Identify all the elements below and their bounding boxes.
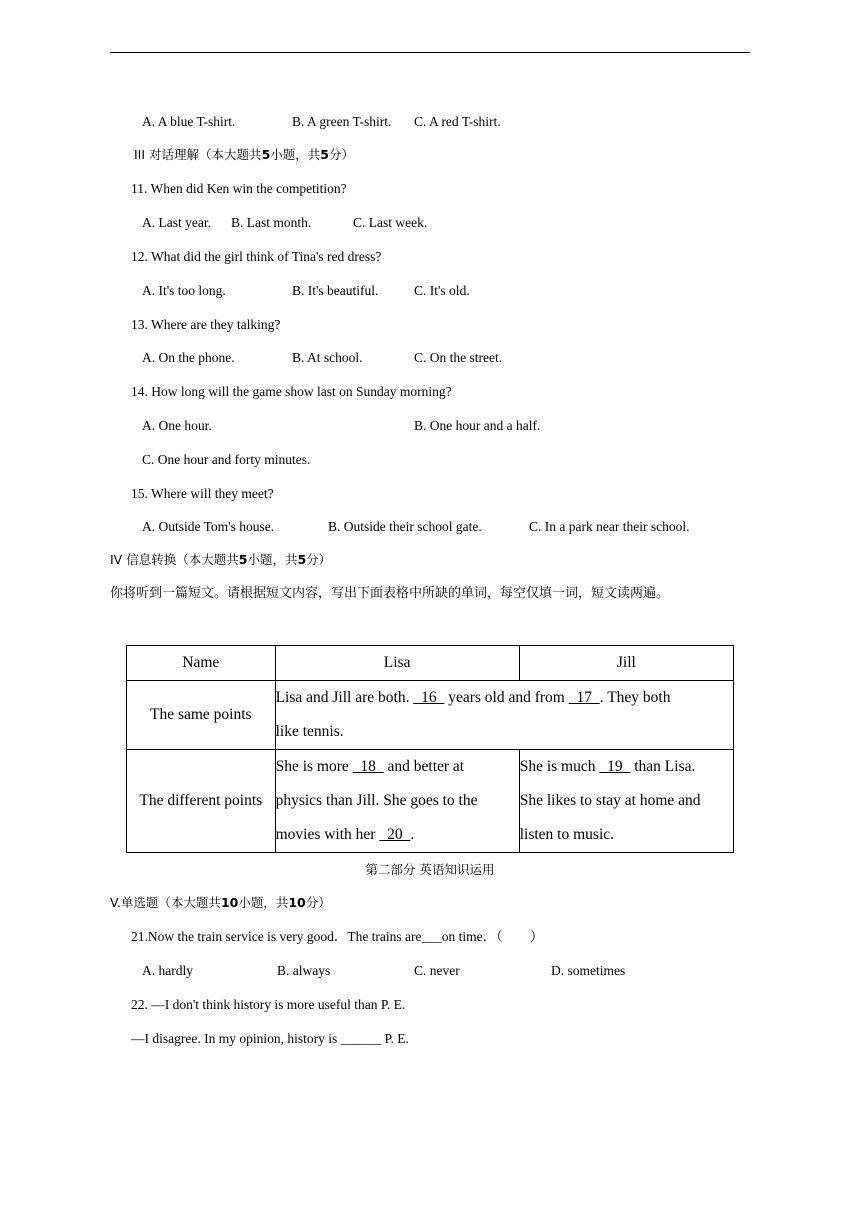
q21-option-c: C. never: [414, 963, 460, 978]
header-jill: Jill: [519, 646, 733, 681]
table-header-row: [127, 646, 734, 681]
q21-option-d: D. sometimes: [551, 963, 626, 978]
q22-line-2: —I disagree. In my opinion, history is ______ P. E.: [131, 1031, 409, 1046]
table-row-same: [127, 681, 734, 750]
lisa-cell: She is more 18 and better at physics than Jill. She goes to the movies with her 20 .: [275, 750, 519, 853]
blank-18[interactable]: 18: [360, 758, 376, 775]
blank-16[interactable]: 16: [421, 689, 437, 706]
q11-option-a: A. Last year.: [142, 215, 211, 230]
q10-option-b: B. A green T-shirt.: [292, 114, 392, 129]
blank-17[interactable]: 17: [576, 689, 592, 706]
q13-option-b: B. At school.: [292, 350, 363, 365]
q11-option-c: C. Last week.: [353, 215, 428, 230]
q14-option-b: B. One hour and a half.: [414, 418, 541, 433]
different-points-label: The different points: [127, 750, 276, 853]
q15-option-a: A. Outside Tom's house.: [142, 519, 275, 534]
info-table: [126, 645, 734, 853]
q12-option-b: B. It's beautiful.: [292, 283, 379, 298]
section-3-heading: III 对话理解（本大题共5小题，共5分）: [134, 147, 354, 162]
q22-line-1: 22. —I don't think history is more useful than P. E.: [131, 997, 406, 1012]
blank-20[interactable]: 20: [387, 826, 403, 843]
section-4-instruction: 你将听到一篇短文。请根据短文内容，写出下面表格中所缺的单词，每空仅填一词，短文读两遍。: [110, 586, 670, 601]
section-5-heading: V.单选题（本大题共10小题，共10分）: [110, 895, 331, 910]
q10-option-a: A. A blue T-shirt.: [142, 114, 236, 129]
q14-option-c: C. One hour and forty minutes.: [142, 452, 311, 467]
part-2-title: 第二部分 英语知识运用: [365, 862, 495, 877]
q10-option-c: C. A red T-shirt.: [414, 114, 501, 129]
q15-stem: 15. Where will they meet?: [131, 486, 274, 501]
q12-stem: 12. What did the girl think of Tina's red dress?: [131, 249, 382, 264]
header-lisa: Lisa: [275, 646, 519, 681]
q15-option-b: B. Outside their school gate.: [328, 519, 482, 534]
q21-stem: 21.Now the train service is very good．The trains are___on time．（ ）: [131, 929, 544, 944]
section-4-heading: IV 信息转换（本大题共5小题，共5分）: [110, 552, 332, 567]
q13-option-a: A. On the phone.: [142, 350, 235, 365]
q21-option-b: B. always: [277, 963, 331, 978]
q15-option-c: C. In a park near their school.: [529, 519, 690, 534]
q12-option-c: C. It's old.: [414, 283, 470, 298]
table-row-different: [127, 750, 734, 853]
q14-stem: 14. How long will the game show last on Sunday morning?: [131, 384, 452, 399]
blank-19[interactable]: 19: [607, 758, 623, 775]
same-points-label: The same points: [127, 681, 276, 750]
q11-stem: 11. When did Ken win the competition?: [131, 181, 347, 196]
q12-option-a: A. It's too long.: [142, 283, 226, 298]
q11-option-b: B. Last month.: [231, 215, 312, 230]
header-rule: [110, 52, 750, 53]
q21-option-a: A. hardly: [142, 963, 193, 978]
q13-option-c: C. On the street.: [414, 350, 503, 365]
jill-cell: She is much 19 than Lisa. She likes to stay at home and listen to music.: [519, 750, 733, 853]
q13-stem: 13. Where are they talking?: [131, 317, 281, 332]
q14-option-a: A. One hour.: [142, 418, 212, 433]
same-points-cell: Lisa and Jill are both. 16 years old and from 17 . They both like tennis.: [275, 681, 733, 750]
header-name: Name: [127, 646, 276, 681]
